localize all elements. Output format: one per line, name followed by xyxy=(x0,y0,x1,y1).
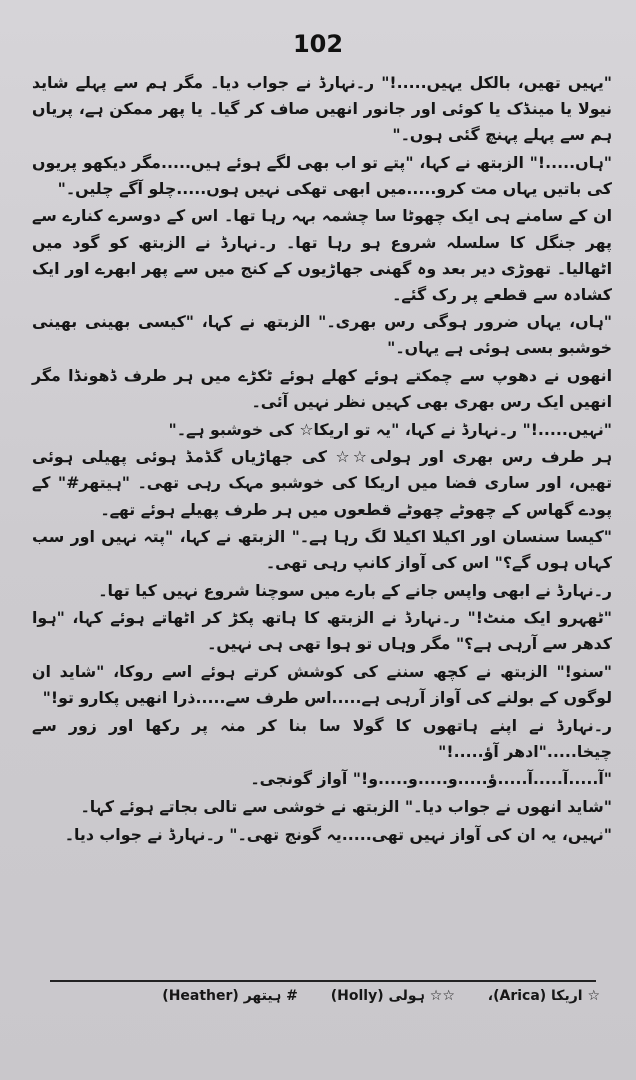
paragraph: ر۔نہارڈ نے ابھی واپس جانے کے بارے میں سوچنا شروع نہیں کیا تھا۔ xyxy=(98,580,612,600)
footnote-heather: # ہیتھر (Heather) xyxy=(162,988,298,1004)
paragraph: "سنو!" الزبتھ نے کچھ سننے کی کوشش کرتے ہوئے اسے روکا، "شاید ان لوگوں کے بولنے کی آواز آرہی ہے.....اس طرف سے.....ذرا انھیں پکارو تو!" xyxy=(32,662,612,708)
footnote-line xyxy=(40,988,600,1004)
paragraph: "شاید انھوں نے جواب دیا۔" الزبتھ نے خوشی سے تالی بجاتے ہوئے کہا۔ xyxy=(80,797,612,817)
paragraph: "ہاں، یہاں ضرور ہوگی رس بھری۔" الزبتھ نے کہا، "کیسی بھینی بھینی خوشبو بسی ہوئی ہے یہاں۔" xyxy=(32,312,612,358)
paragraph: "ہاں.....!" الزبتھ نے کہا، "پتے تو اب بھی لگے ہوئے ہیں.....مگر دیکھو پریوں کی باتیں یہاں مت کرو.....میں ابھی تھکی نہیں ہوں.....چلو آگے چلیں۔" xyxy=(32,152,612,198)
footnote-arica: ☆ اریکا (Arica)، xyxy=(487,988,600,1004)
paragraph: ر۔نہارڈ نے اپنے ہاتھوں کا گولا سا بنا کر منہ پر رکھا اور زور سے چیخا....."ادھر آؤ.....!" xyxy=(32,715,612,761)
paragraph: انھوں نے دھوپ سے چمکتے ہوئے کھلے ہوئے ٹکڑے میں ہر طرف ڈھونڈا مگر انھیں ایک رس بھری بھی کہیں نظر نہیں آئی۔ xyxy=(32,366,612,412)
page-number: 102 xyxy=(292,30,344,58)
paragraph: "نہیں، یہ ان کی آواز نہیں تھی.....یہ گونج تھی۔" ر۔نہارڈ نے جواب دیا۔ xyxy=(64,824,612,844)
paragraph: "آ.....آ.....آ.....ؤ.....و.....و.....و!" آواز گونجی۔ xyxy=(250,769,612,789)
paragraph: "کیسا سنسان اور اکیلا اکیلا لگ رہا ہے۔" الزبتھ نے کہا، "پتہ نہیں اور سب کہاں ہوں گے؟" اس کی آواز کانپ رہی تھی۔ xyxy=(32,527,612,573)
body-text xyxy=(32,70,612,849)
footnote-holly: ☆☆ ہولی (Holly) xyxy=(330,988,455,1004)
paragraph: "ٹھہرو ایک منٹ!" ر۔نہارڈ نے الزبتھ کا ہاتھ پکڑ کر اٹھاتے ہوئے کہا، "ہوا کدھر سے آرہی ہے؟" مگر وہاں تو ہوا تھی ہی نہیں۔ xyxy=(32,608,612,654)
footnote-divider xyxy=(50,980,596,982)
paragraph: ان کے سامنے ہی ایک چھوٹا سا چشمہ بہہ رہا تھا۔ اس کے دوسرے کنارے سے پھر جنگل کا سلسلہ شروع ہو رہا تھا۔ ر۔نہارڈ نے الزبتھ کو گود میں اٹھالیا۔ تھوڑی دیر بعد وہ گھنی جھاڑیوں کے کنج میں سے پھر ابھرے اور ایک کشادہ سے قطعے پر رک گئے۔ xyxy=(32,206,612,304)
paragraph: "نہیں.....!" ر۔نہارڈ نے کہا، "یہ تو اریکا☆ کی خوشبو ہے۔" xyxy=(168,419,612,439)
paragraph: ہر طرف رس بھری اور ہولی☆☆ کی جھاڑیاں گڈمڈ ہوئی پھیلی ہوئی تھیں، اور ساری فضا میں اریکا کی خوشبو مہک رہی تھی۔ "ہیتھر#" کے پودے گھاس کے چھوٹے چھوٹے قطعوں میں ہر طرف پھیلے ہوئے تھے۔ xyxy=(32,447,612,519)
paragraph: "یہیں تھیں، بالکل یہیں.....!" ر۔نہارڈ نے جواب دیا۔ مگر ہم سے پہلے شاید نیولا یا مینڈک یا کوئی اور جانور انھیں صاف کر گیا۔ یا پھر ممکن ہے، پریاں ہم سے پہلے پہنچ گئی ہوں۔" xyxy=(32,73,612,145)
